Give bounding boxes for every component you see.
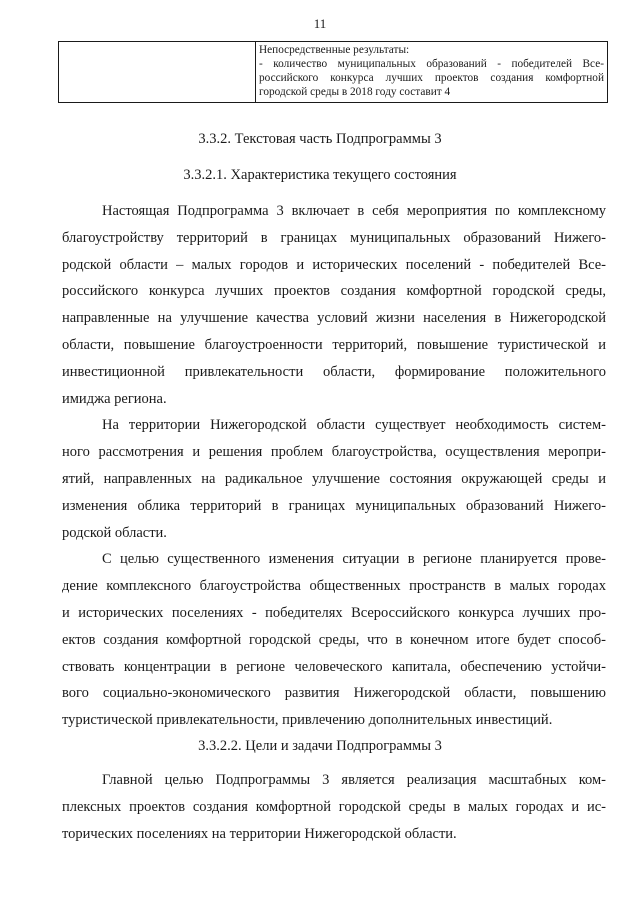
paragraph-line: родской области – малых городов и исторических поселений - победителей Все- (62, 256, 606, 273)
paragraph-line: изменения облика территорий в границах муниципальных образований Нижего- (62, 497, 606, 514)
paragraph-line: имиджа региона. (62, 390, 167, 407)
paragraph-line: родской области. (62, 524, 167, 541)
results-line: - количество муниципальных образований - победителей Все- (259, 58, 604, 70)
results-line: российского конкурса лучших проектов создания комфортной (259, 72, 604, 84)
table-row (59, 42, 608, 103)
paragraph-line: и исторических поселениях - победителях Всероссийского конкурса лучших про- (62, 604, 606, 621)
paragraph-line: российского конкурса лучших проектов создания комфортной городской среды, (62, 283, 606, 300)
subsection-title-goals: 3.3.2.2. Цели и задачи Подпрограммы 3 (198, 738, 442, 754)
paragraph (62, 412, 606, 546)
paragraph-line: ектов создания комфортной городской среды, что в конечном итоге будет способ- (62, 631, 606, 648)
paragraph-line: туристической привлекательности, привлечению дополнительных инвестиций. (62, 712, 553, 729)
paragraph-line: С целью существенного изменения ситуации в регионе планируется прове- (102, 551, 606, 568)
results-line: городской среды в 2018 году составит 4 (259, 86, 451, 98)
paragraph (62, 767, 606, 847)
paragraph-line: благоустройству территорий в границах муниципальных образований Нижего- (62, 229, 606, 246)
paragraph-line: ятий, направленных на радикальное улучшение состояния окружающей среды и (62, 470, 606, 487)
results-table (58, 41, 608, 103)
paragraph-line: направленные на улучшение качества условий жизни населения в Нижегородской (62, 310, 606, 327)
paragraph-line: ствовать концентрации в регионе человеческого капитала, обеспечению устойчи- (62, 658, 606, 675)
paragraph-line: Главной целью Подпрограммы 3 является реализация масштабных ком- (102, 772, 606, 788)
goals-paragraphs (62, 767, 606, 847)
table-cell-results (256, 42, 608, 103)
section-title: 3.3.2. Текстовая часть Подпрограммы 3 (198, 131, 442, 147)
paragraph-line: торических поселениях на территории Нижегородской области. (62, 825, 457, 842)
page-number: 11 (313, 16, 327, 31)
paragraph-line: инвестиционной привлекательности области, формирование положительного (62, 363, 606, 380)
paragraph-line: вого социально-экономического развития Нижегородской области, повышению (62, 685, 606, 702)
paragraph-line: дение комплексного благоустройства общественных пространств в малых городах (62, 578, 606, 595)
paragraph (62, 546, 606, 734)
paragraph-line: Настоящая Подпрограмма 3 включает в себя мероприятия по комплексному (102, 203, 606, 219)
paragraph-line: области, повышение благоустроенности территорий, повышение туристической и (62, 336, 606, 353)
table-cell-empty (59, 42, 256, 103)
paragraph-line: плексных проектов создания комфортной городской среды в малых городах и ис- (62, 798, 606, 815)
paragraph-line: ного рассмотрения и решения проблем благоустройства, осуществления меропри- (62, 444, 606, 461)
body-paragraphs (62, 198, 606, 734)
subsection-title-characteristics: 3.3.2.1. Характеристика текущего состояния (183, 167, 457, 183)
paragraph-line: На территории Нижегородской области существует необходимость систем- (102, 417, 606, 434)
results-heading: Непосредственные результаты: (259, 44, 410, 56)
paragraph (62, 198, 606, 412)
